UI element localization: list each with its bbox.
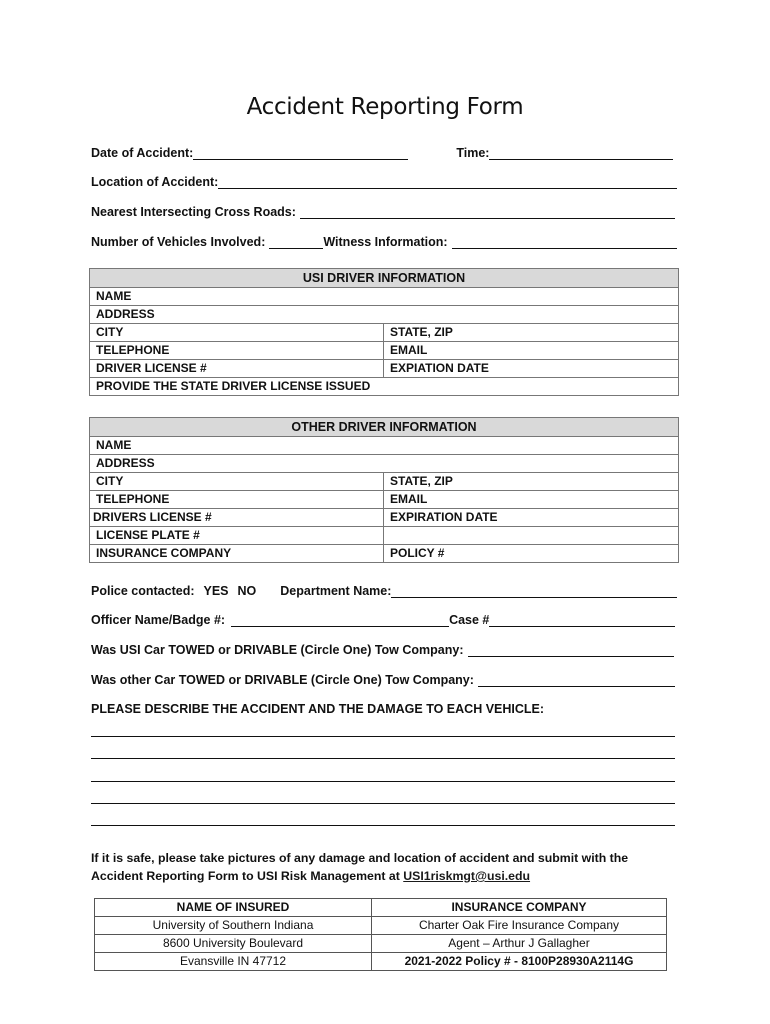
officer-label: Officer Name/Badge #: (91, 613, 226, 627)
description-line-5[interactable] (91, 825, 675, 826)
location-field[interactable] (218, 174, 677, 189)
cross-roads-field[interactable] (300, 204, 675, 219)
description-line-1[interactable] (91, 736, 675, 737)
date-field[interactable] (193, 145, 408, 160)
usi-expiration-cell[interactable]: EXPIATION DATE (384, 360, 679, 378)
time-label: Time: (456, 146, 490, 160)
insured-row-2: 8600 University Boulevard (95, 935, 372, 953)
usi-state-issued-cell[interactable]: PROVIDE THE STATE DRIVER LICENSE ISSUED (90, 378, 679, 396)
insured-row-1: University of Southern Indiana (95, 917, 372, 935)
case-label: Case # (449, 613, 490, 627)
description-line-2[interactable] (91, 758, 675, 759)
location-label: Location of Accident: (91, 175, 219, 189)
usi-driver-header: USI DRIVER INFORMATION (90, 269, 679, 288)
other-state-zip-cell[interactable]: STATE, ZIP (384, 473, 679, 491)
other-name-cell[interactable]: NAME (90, 437, 679, 455)
other-license-cell[interactable]: DRIVERS LICENSE # (90, 509, 384, 527)
other-plate-cell[interactable]: LICENSE PLATE # (90, 527, 384, 545)
police-yes-option[interactable]: YES (203, 584, 229, 598)
usi-email-cell[interactable]: EMAIL (384, 342, 679, 360)
form-title: Accident Reporting Form (246, 94, 524, 120)
other-policy-cell[interactable]: POLICY # (384, 545, 679, 563)
officer-row (91, 609, 677, 627)
police-contacted-label: Police contacted: (91, 584, 195, 598)
department-field[interactable] (391, 583, 677, 598)
other-telephone-cell[interactable]: TELEPHONE (90, 491, 384, 509)
other-email-cell[interactable]: EMAIL (384, 491, 679, 509)
describe-label: PLEASE DESCRIBE THE ACCIDENT AND THE DAMAGE TO EACH VEHICLE: (91, 702, 545, 716)
usi-name-cell[interactable]: NAME (90, 288, 679, 306)
cross-roads-row (91, 201, 677, 219)
insurance-company-header: INSURANCE COMPANY (372, 899, 667, 917)
other-insurance-cell[interactable]: INSURANCE COMPANY (90, 545, 384, 563)
date-label: Date of Accident: (91, 146, 194, 160)
usi-tow-field[interactable] (468, 642, 675, 657)
other-driver-table (89, 417, 679, 563)
usi-telephone-cell[interactable]: TELEPHONE (90, 342, 384, 360)
cross-roads-label: Nearest Intersecting Cross Roads: (91, 205, 296, 219)
case-field[interactable] (489, 612, 675, 627)
risk-management-email-link[interactable]: USI1riskmgt@usi.edu (403, 869, 531, 883)
witness-field[interactable] (452, 234, 677, 249)
other-plate-blank-cell[interactable] (384, 527, 679, 545)
usi-tow-label: Was USI Car TOWED or DRIVABLE (Circle One) Tow Company: (91, 643, 464, 657)
officer-field[interactable] (231, 612, 449, 627)
insurance-row-3: 2021-2022 Policy # - 8100P28930A2114G (372, 953, 667, 971)
vehicles-field[interactable] (269, 234, 323, 249)
usi-driver-table (89, 268, 679, 396)
insurance-row-2: Agent – Arthur J Gallagher (372, 935, 667, 953)
other-driver-header: OTHER DRIVER INFORMATION (90, 418, 679, 437)
usi-address-cell[interactable]: ADDRESS (90, 306, 679, 324)
usi-city-cell[interactable]: CITY (90, 324, 384, 342)
insured-name-header: NAME OF INSURED (95, 899, 372, 917)
other-address-cell[interactable]: ADDRESS (90, 455, 679, 473)
insured-table (94, 898, 667, 971)
other-expiration-cell[interactable]: EXPIRATION DATE (384, 509, 679, 527)
insurance-row-1: Charter Oak Fire Insurance Company (372, 917, 667, 935)
usi-state-zip-cell[interactable]: STATE, ZIP (384, 324, 679, 342)
police-no-option[interactable]: NO (237, 584, 257, 598)
description-line-3[interactable] (91, 781, 675, 782)
time-field[interactable] (489, 145, 673, 160)
other-tow-row (91, 669, 677, 687)
date-time-row (91, 142, 677, 160)
description-line-4[interactable] (91, 803, 675, 804)
vehicles-label: Number of Vehicles Involved: (91, 235, 266, 249)
other-tow-field[interactable] (478, 672, 675, 687)
police-row (91, 580, 677, 598)
other-city-cell[interactable]: CITY (90, 473, 384, 491)
usi-tow-row (91, 639, 677, 657)
usi-license-cell[interactable]: DRIVER LICENSE # (90, 360, 384, 378)
other-tow-label: Was other Car TOWED or DRIVABLE (Circle One) Tow Company: (91, 673, 474, 687)
witness-label: Witness Information: (323, 235, 448, 249)
department-label: Department Name: (280, 584, 392, 598)
submission-note (91, 849, 681, 885)
describe-row (91, 698, 677, 716)
location-row (91, 171, 677, 189)
note-text: If it is safe, please take pictures of any damage and location of accident and submit with the Accident Reporting Form to USI Risk Management at (91, 851, 629, 883)
insured-row-3: Evansville IN 47712 (95, 953, 372, 971)
vehicles-witness-row (91, 231, 677, 249)
